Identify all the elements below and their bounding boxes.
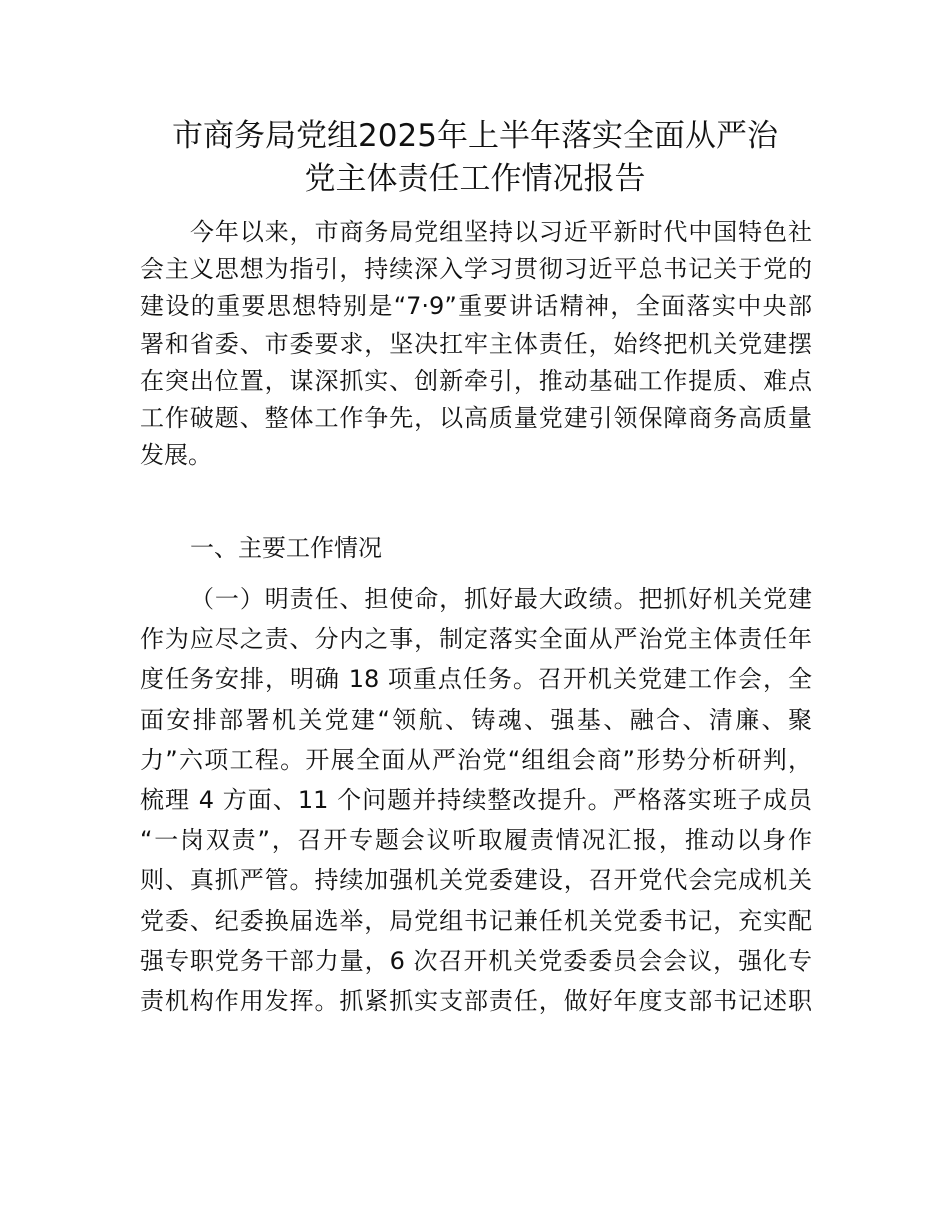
text-line: 作为应尽之责、分内之事，制定落实全面从严治党主体责任年: [140, 625, 812, 654]
text-line: 面安排部署机关党建“领航、铸魂、强基、融合、清廉、聚: [140, 705, 812, 734]
text-line: 今年以来，市商务局党组坚持以习近平新时代中国特色社: [190, 218, 812, 246]
text-line: 会主义思想为指引，持续深入学习贯彻习近平总书记关于党的: [140, 255, 812, 284]
text-line: 党委、纪委换届选举，局党组书记兼任机关党委书记，充实配: [140, 906, 812, 935]
text-line: 梳理 4 方面、11 个问题并持续整改提升。严格落实班子成员: [140, 785, 812, 814]
text-line: 力”六项工程。开展全面从严治党“组组会商”形势分析研判，: [140, 745, 812, 774]
text-line: 强专职党务干部力量，6 次召开机关党委委员会会议，强化专: [140, 946, 812, 975]
document-title-line-1: 市商务局党组2025年上半年落实全面从严治: [172, 118, 778, 154]
text-line: 度任务安排，明确 18 项重点任务。召开机关党建工作会，全: [140, 665, 812, 694]
section-heading: 一、主要工作情况: [190, 534, 382, 562]
text-line: 责机构作用发挥。抓紧抓实支部责任，做好年度支部书记述职: [140, 986, 812, 1015]
section1-paragraph: [140, 579, 812, 1021]
text-line: 则、真抓严管。持续加强机关党委建设，召开党代会完成机关: [140, 866, 812, 895]
text-line: 在突出位置，谋深抓实、创新牵引，推动基础工作提质、难点: [140, 366, 812, 395]
text-line: 工作破题、整体工作争先，以高质量党建引领保障商务高质量: [140, 403, 812, 432]
text-line: 发展。: [140, 441, 212, 470]
intro-paragraph: [140, 214, 812, 474]
text-line: （一）明责任、担使命，抓好最大政绩。把抓好机关党建: [190, 585, 812, 613]
text-line: 建设的重要思想特别是“7·9”重要讲话精神，全面落实中央部: [140, 292, 812, 321]
text-line: “一岗双责”，召开专题会议听取履责情况汇报，推动以身作: [140, 826, 812, 855]
text-line: 署和省委、市委要求，坚决扛牢主体责任，始终把机关党建摆: [140, 329, 812, 358]
document-title-line-2: 党主体责任工作情况报告: [304, 161, 646, 197]
